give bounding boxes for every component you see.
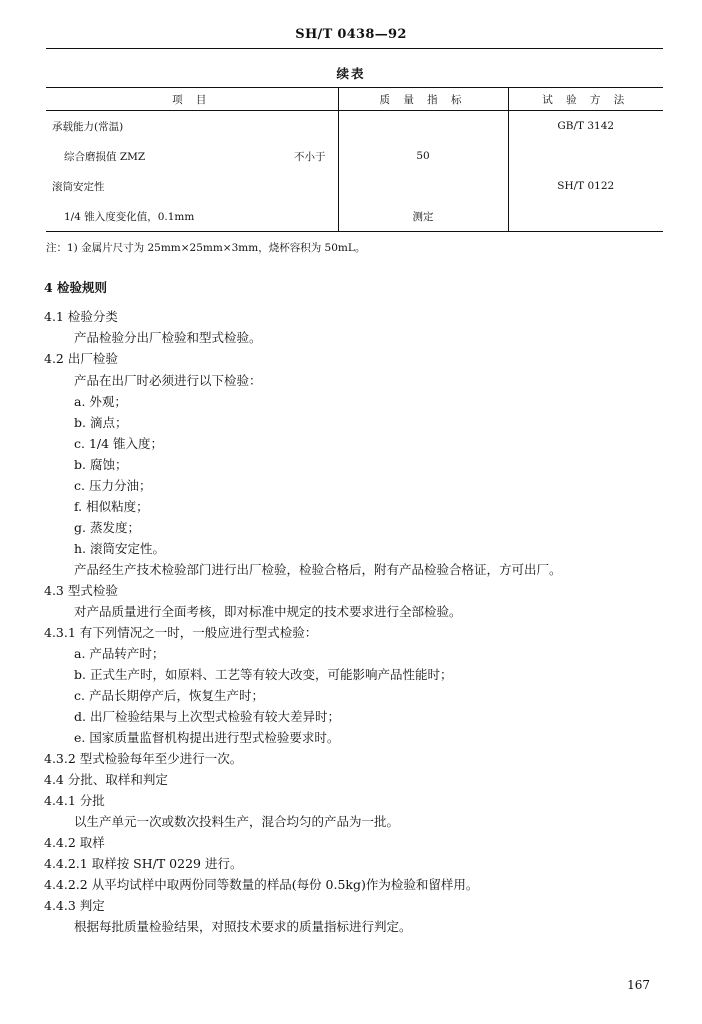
row-item: 综合磨损值 ZMZ <box>64 150 146 163</box>
clause-heading: 4.3.1 有下列情况之一时，一般应进行型式检验： <box>44 625 318 640</box>
table-note: 注：1) 金属片尺寸为 25mm×25mm×3mm，烧杯容积为 50mL。 <box>46 242 366 254</box>
list-item: b. 滴点； <box>74 415 128 430</box>
table-row <box>46 111 663 142</box>
row-item: 1/4 锥入度变化值，0.1mm <box>46 201 338 232</box>
body-text: 以生产单元一次或数次投料生产，混合均匀的产品为一批。 <box>74 814 400 829</box>
row-method <box>508 141 663 171</box>
list-item: e. 国家质量监督机构提出进行型式检验要求时。 <box>74 730 340 745</box>
column-header-method: 试 验 方 法 <box>508 88 663 111</box>
row-method <box>508 201 663 232</box>
row-method: SH/T 0122 <box>508 171 663 201</box>
table-header-row <box>46 88 663 111</box>
clause-heading: 4.2 出厂检验 <box>44 351 118 366</box>
table-row <box>46 171 663 201</box>
list-item: f. 相似粘度； <box>74 499 149 514</box>
column-header-indicator: 质 量 指 标 <box>338 88 508 111</box>
row-item: 承载能力(常温) <box>52 120 124 133</box>
body-text: 产品检验分出厂检验和型式检验。 <box>74 330 262 345</box>
list-item: b. 腐蚀； <box>74 457 128 472</box>
list-item: g. 蒸发度； <box>74 520 140 535</box>
list-item: d. 出厂检验结果与上次型式检验有较大差异时； <box>74 709 340 724</box>
header-rule <box>46 48 663 49</box>
list-item: a. 产品转产时； <box>74 646 165 661</box>
list-item: c. 压力分油； <box>74 478 152 493</box>
table-row <box>46 201 663 232</box>
row-indicator: 测定 <box>338 201 508 232</box>
page-number: 167 <box>627 978 650 992</box>
table-row <box>46 141 663 171</box>
clause-heading: 4.4.2.2 从平均试样中取两份同等数量的样品(每份 0.5kg)作为检验和留样用。 <box>44 877 479 892</box>
spec-table <box>46 87 663 232</box>
clause-heading: 4.4.2.1 取样按 SH/T 0229 进行。 <box>44 856 243 871</box>
body-text: 产品经生产技术检验部门进行出厂检验，检验合格后，附有产品检验合格证，方可出厂。 <box>74 562 562 577</box>
list-item: a. 外观； <box>74 394 127 409</box>
row-indicator: 50 <box>338 141 508 171</box>
body-text: 根据每批质量检验结果，对照技术要求的质量指标进行判定。 <box>74 919 412 934</box>
clause-heading: 4.4.2 取样 <box>44 835 105 850</box>
row-indicator <box>338 111 508 142</box>
list-item: c. 产品长期停产后，恢复生产时； <box>74 688 264 703</box>
column-header-item: 项 目 <box>46 88 338 111</box>
row-item: 滚筒安定性 <box>52 180 105 193</box>
body-text: 对产品质量进行全面考核，即对标准中规定的技术要求进行全部检验。 <box>74 604 462 619</box>
page-header: SH/T 0438—92 <box>295 27 407 42</box>
clause-heading: 4.3 型式检验 <box>44 583 118 598</box>
clause-heading: 4.4.1 分批 <box>44 793 105 808</box>
section-heading: 4 检验规则 <box>44 280 108 295</box>
list-item: b. 正式生产时，如原料、工艺等有较大改变，可能影响产品性能时； <box>74 667 453 682</box>
row-method: GB/T 3142 <box>508 111 663 142</box>
clause-heading: 4.4.3 判定 <box>44 898 105 913</box>
clause-heading: 4.1 检验分类 <box>44 309 118 324</box>
table-title: 续表 <box>336 66 366 81</box>
body-text: 产品在出厂时必须进行以下检验： <box>74 373 262 388</box>
clause-heading: 4.4 分批、取样和判定 <box>44 772 168 787</box>
row-indicator <box>338 171 508 201</box>
clause-heading: 4.3.2 型式检验每年至少进行一次。 <box>44 751 243 766</box>
list-item: h. 滚筒安定性。 <box>74 541 165 556</box>
row-limit: 不小于 <box>294 150 326 163</box>
list-item: c. 1/4 锥入度； <box>74 436 164 451</box>
